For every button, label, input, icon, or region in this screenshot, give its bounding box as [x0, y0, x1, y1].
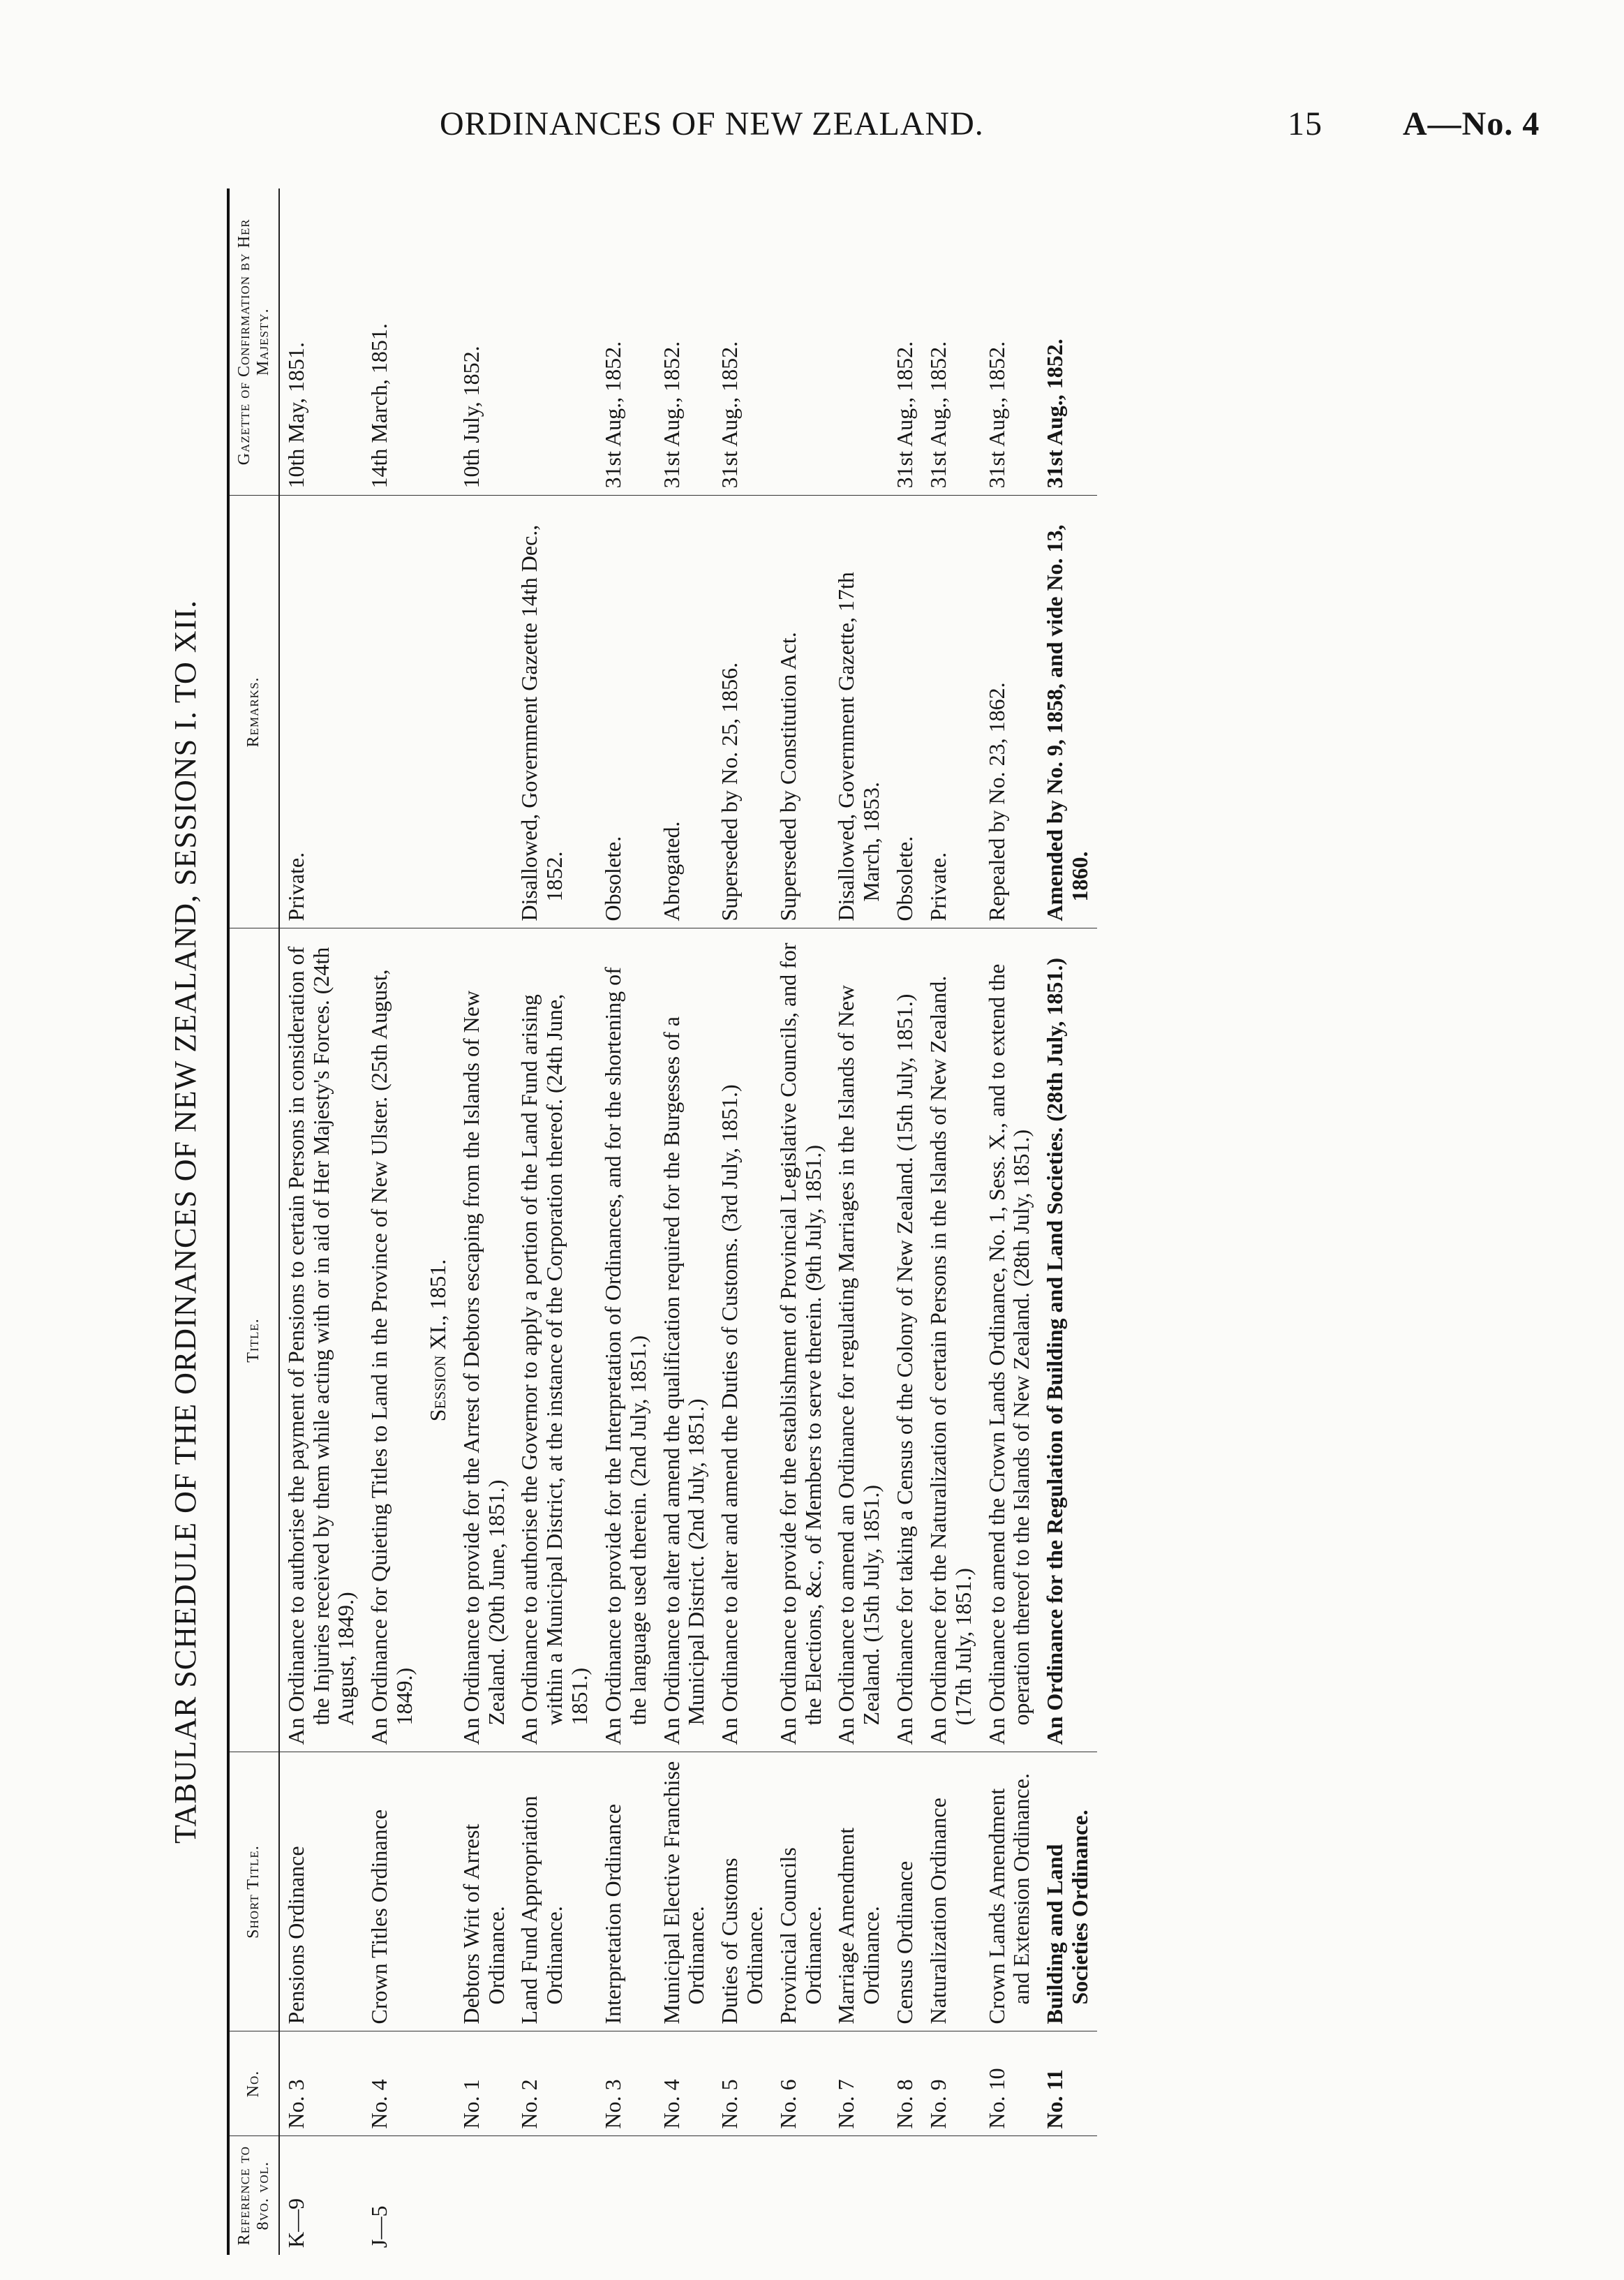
cell-short-title: Naturalization Ordinance — [922, 1752, 981, 2031]
cell-title: An Ordinance for the Naturalization of certain Persons in the Islands of New Zealand. (17th July, 1851.) — [922, 928, 981, 1752]
cell-short-title: Pensions Ordinance — [279, 1752, 363, 2031]
table-row — [513, 188, 596, 2255]
cell-ref — [772, 2136, 830, 2255]
cell-short-title: Debtors Writ of Arrest Ordinance. — [455, 1752, 514, 2031]
cell-short-title: Building and Land Societies Ordinance. — [1038, 1752, 1097, 2031]
cell-short-title: Provincial Councils Ordinance. — [772, 1752, 830, 2031]
col-header-gazette: Gazette of Confirmation by Her Majesty. — [228, 188, 279, 496]
col-header-short-title: Short Title. — [228, 1752, 279, 2031]
cell-gazette: 31st Aug., 1852. — [922, 188, 981, 496]
cell-ref — [888, 2136, 922, 2255]
col-header-ref: Reference to 8vo. vol. — [228, 2136, 279, 2255]
cell-gazette: 31st Aug., 1852. — [597, 188, 655, 496]
page-number: 15 — [1288, 105, 1323, 142]
cell-title: An Ordinance to amend the Crown Lands Ordinance, No. 1, Sess. X., and to extend the operation thereof to the Islands of New Zealand. (28th July, 1851.) — [981, 928, 1039, 1752]
cell-gazette — [772, 188, 830, 496]
cell-short-title: Marriage Amendment Ordinance. — [830, 1752, 888, 2031]
cell-ref — [1038, 2136, 1097, 2255]
rotated-schedule — [167, 188, 1410, 2255]
cell-ref: K—9 — [283, 2198, 308, 2248]
cell-no: No. 11 — [1038, 2031, 1097, 2136]
cell-remarks: Abrogated. — [655, 496, 714, 928]
cell-no: No. 7 — [830, 2031, 888, 2136]
cell-title: An Ordinance for the Regulation of Building and Land Societies. (28th July, 1851.) — [1038, 928, 1097, 1752]
cell-no: No. 3 — [597, 2031, 655, 2136]
col-header-no: No. — [228, 2031, 279, 2136]
cell-short-title: Interpretation Ordinance — [597, 1752, 655, 2031]
cell-short-title: Crown Lands Amendment and Extension Ordinance. — [981, 1752, 1039, 2031]
cell-ref — [513, 2136, 596, 2255]
cell-gazette: 31st Aug., 1852. — [1038, 188, 1097, 496]
cell-gazette: 14th March, 1851. — [363, 188, 422, 496]
cell-title: An Ordinance for Quieting Titles to Land in the Province of New Ulster. (25th August, 1849.) — [363, 928, 422, 1752]
cell-ref: J—5 — [366, 2205, 392, 2248]
cell-remarks: Private. — [279, 496, 363, 928]
table-row — [830, 188, 888, 2255]
table-row — [922, 188, 981, 2255]
cell-remarks: Superseded by Constitution Act. — [772, 496, 830, 928]
cell-remarks — [455, 496, 514, 928]
ordinances-table — [227, 188, 1097, 2255]
cell-short-title: Municipal Elective Franchise Ordinance. — [655, 1752, 714, 2031]
cell-title: An Ordinance to provide for the establishment of Provincial Legislative Councils, and for the Elections, &c., of Members to serve therein. (9th July, 1851.) — [772, 928, 830, 1752]
cell-short-title: Crown Titles Ordinance — [363, 1752, 422, 2031]
cell-gazette — [513, 188, 596, 496]
cell-gazette — [830, 188, 888, 496]
cell-no: No. 1 — [455, 2031, 514, 2136]
cell-title: An Ordinance to provide for the Interpretation of Ordinances, and for the shortening of the language used therein. (2nd July, 1851.) — [597, 928, 655, 1752]
running-title: ORDINANCES OF NEW ZEALAND. — [440, 105, 984, 142]
cell-short-title: Land Fund Appropriation Ordinance. — [513, 1752, 596, 2031]
session-row — [422, 188, 455, 2255]
cell-short-title: Duties of Customs Ordinance. — [713, 1752, 772, 2031]
cell-ref — [981, 2136, 1039, 2255]
session-label: Session XI., 1851. — [422, 928, 455, 1752]
table-row — [713, 188, 772, 2255]
session-divider — [422, 188, 455, 2255]
cell-ref — [922, 2136, 981, 2255]
cell-no: No. 9 — [922, 2031, 981, 2136]
cell-gazette: 31st Aug., 1852. — [655, 188, 714, 496]
cell-title: An Ordinance to alter and amend the qualification required for the Burgesses of a Municipal District. (2nd July, 1851.) — [655, 928, 714, 1752]
cell-no: No. 4 — [655, 2031, 714, 2136]
cell-no: No. 3 — [279, 2031, 363, 2136]
schedule-title: TABULAR SCHEDULE OF THE ORDINANCES OF NEW ZEALAND, SESSIONS I. TO XII. — [168, 600, 202, 1844]
cell-no: No. 8 — [888, 2031, 922, 2136]
cell-gazette: 31st Aug., 1852. — [981, 188, 1039, 496]
cell-ref — [713, 2136, 772, 2255]
cell-ref — [830, 2136, 888, 2255]
cell-title: An Ordinance to authorise the Governor to apply a portion of the Land Fund arising within a Municipal District, at the instance of the Corporation thereof. (24th June, 1851.) — [513, 928, 596, 1752]
cell-gazette: 10th May, 1851. — [279, 188, 363, 496]
cell-remarks — [363, 496, 422, 928]
col-header-title: Title. — [228, 928, 279, 1752]
cell-title: An Ordinance for taking a Census of the Colony of New Zealand. (15th July, 1851.) — [888, 928, 922, 1752]
table-row — [888, 188, 922, 2255]
cell-remarks: Disallowed, Government Gazette, 17th March, 1853. — [830, 496, 888, 928]
cell-ref — [455, 2136, 514, 2255]
cell-remarks: Private. — [922, 496, 981, 928]
document-reference: A—No. 4 — [1403, 105, 1540, 142]
page-header — [419, 105, 1577, 154]
cell-title: An Ordinance to authorise the payment of Pensions to certain Persons in consideration of the Injuries received by them while acting with or in aid of Her Majesty's Forces. (24th August, 1849.) — [279, 928, 363, 1752]
table-row — [981, 188, 1039, 2255]
cell-remarks: Amended by No. 9, 1858, and vide No. 13, 1860. — [1038, 496, 1097, 928]
cell-title: An Ordinance to amend an Ordinance for regulating Marriages in the Islands of New Zealand. (15th July, 1851.) — [830, 928, 888, 1752]
cell-gazette: 31st Aug., 1852. — [713, 188, 772, 496]
cell-no: No. 6 — [772, 2031, 830, 2136]
table-row — [1038, 188, 1097, 2255]
header-row — [228, 188, 279, 2255]
cell-no: No. 5 — [713, 2031, 772, 2136]
cell-ref — [655, 2136, 714, 2255]
col-header-remarks: Remarks. — [228, 496, 279, 928]
cell-title: An Ordinance to provide for the Arrest of Debtors escaping from the Islands of New Zealand. (20th June, 1851.) — [455, 928, 514, 1752]
cell-gazette: 10th July, 1852. — [455, 188, 514, 496]
table-row — [455, 188, 514, 2255]
table-row — [597, 188, 655, 2255]
cell-short-title: Census Ordinance — [888, 1752, 922, 2031]
cell-no: No. 10 — [981, 2031, 1039, 2136]
table-row — [655, 188, 714, 2255]
cell-gazette: 31st Aug., 1852. — [888, 188, 922, 496]
cell-remarks: Disallowed, Government Gazette 14th Dec., 1852. — [513, 496, 596, 928]
table-row — [363, 188, 422, 2255]
cell-remarks: Obsolete. — [888, 496, 922, 928]
table-row — [279, 188, 363, 2255]
table-body-session-xi — [455, 188, 1097, 2255]
cell-remarks: Superseded by No. 25, 1856. — [713, 496, 772, 928]
cell-title: An Ordinance to alter and amend the Duties of Customs. (3rd July, 1851.) — [713, 928, 772, 1752]
table-row — [772, 188, 830, 2255]
cell-remarks: Obsolete. — [597, 496, 655, 928]
cell-ref — [597, 2136, 655, 2255]
cell-no: No. 4 — [363, 2031, 422, 2136]
cell-remarks: Repealed by No. 23, 1862. — [981, 496, 1039, 928]
table-body-early — [279, 188, 422, 2255]
cell-no: No. 2 — [513, 2031, 596, 2136]
